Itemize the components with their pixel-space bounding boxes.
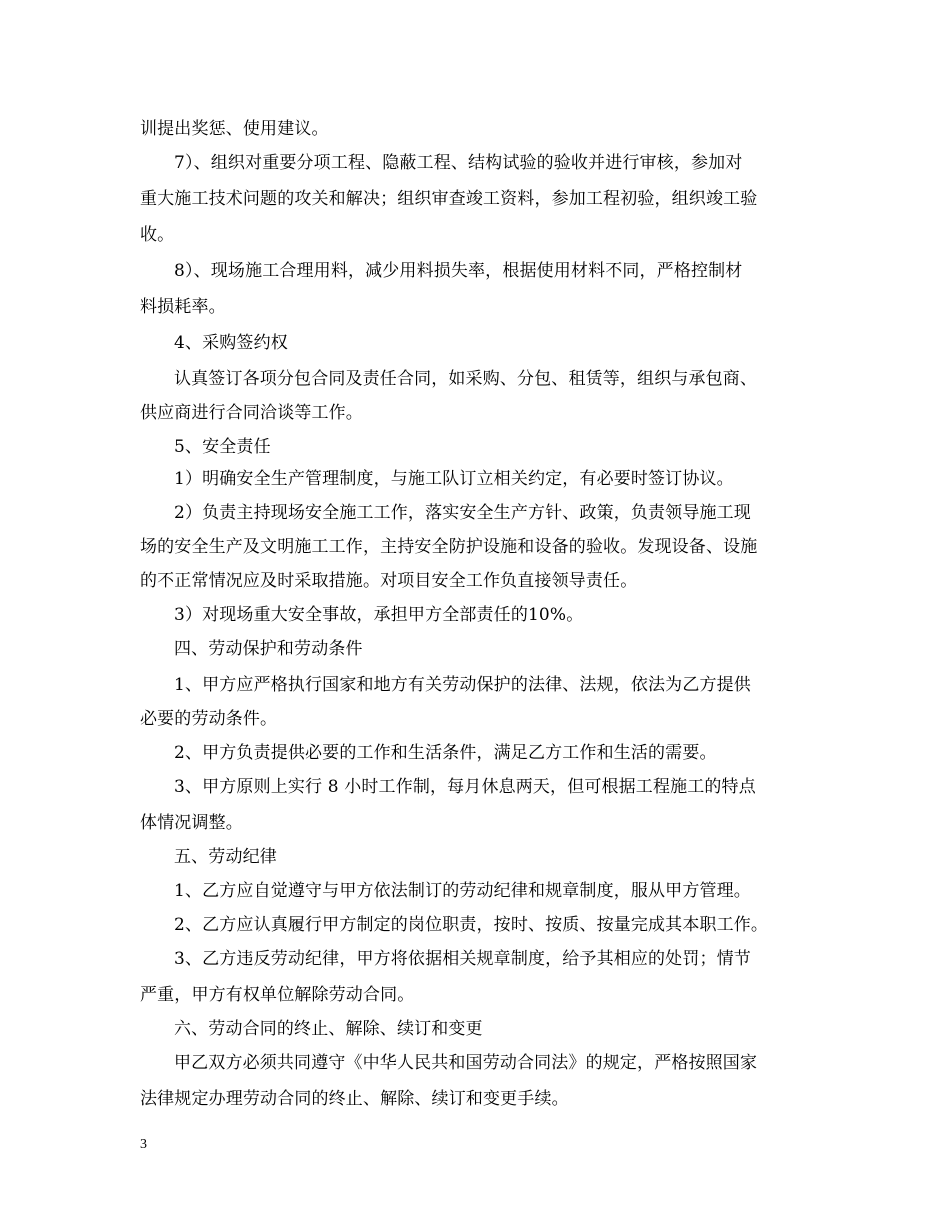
text-line: 供应商进行合同洽谈等工作。 <box>140 403 363 423</box>
text-line: 甲乙双方必须共同遵守《中华人民共和国劳动合同法》的规定，严格按照国家 <box>174 1053 758 1073</box>
section-heading: 5、安全责任 <box>174 437 271 457</box>
text-line: 2、乙方应认真履行甲方制定的岗位职责，按时、按质、按量完成其本职工作。 <box>174 915 769 935</box>
text-line: 认真签订各项分包合同及责任合同，如采购、分包、租赁等，组织与承包商、 <box>174 369 758 389</box>
text-line: 7）、组织对重要分项工程、隐蔽工程、结构试验的验收并进行审核，参加对 <box>174 153 743 173</box>
text-line: 场的安全生产及文明施工工作，主持安全防护设施和设备的验收。发现设备、设施 <box>140 537 758 557</box>
text-line: 1）明确安全生产管理制度，与施工队订立相关约定，有必要时签订协议。 <box>174 469 734 489</box>
text-line: 3、甲方原则上实行 8 小时工作制，每月休息两天，但可根据工程施工的特点 <box>174 777 756 797</box>
text-line: 法律规定办理劳动合同的终止、解除、续订和变更手续。 <box>140 1089 569 1109</box>
text-line: 2、甲方负责提供必要的工作和生活条件，满足乙方工作和生活的需要。 <box>174 743 717 763</box>
text-line: 8）、现场施工合理用料，减少用料损失率，根据使用材料不同，严格控制材 <box>174 261 743 281</box>
text-line: 料损耗率。 <box>140 297 226 317</box>
text-line: 收。 <box>140 225 175 245</box>
text-line: 体情况调整。 <box>140 813 243 833</box>
page-number: 3 <box>140 1137 147 1152</box>
text-line: 1、乙方应自觉遵守与甲方依法制订的劳动纪律和规章制度，服从甲方管理。 <box>174 881 751 901</box>
section-heading: 五、劳动纪律 <box>174 847 277 867</box>
section-heading: 四、劳动保护和劳动条件 <box>174 639 363 659</box>
text-line: 必要的劳动条件。 <box>140 709 278 729</box>
text-line: 3）对现场重大安全事故，承担甲方全部责任的10%。 <box>174 605 584 625</box>
text-line: 的不正常情况应及时采取措施。对项目安全工作负直接领导责任。 <box>140 571 638 591</box>
text-line: 严重，甲方有权单位解除劳动合同。 <box>140 985 415 1005</box>
text-line: 重大施工技术问题的攻关和解决；组织审查竣工资料，参加工程初验，组织竣工验 <box>140 189 758 209</box>
text-line: 1、甲方应严格执行国家和地方有关劳动保护的法律、法规，依法为乙方提供 <box>174 675 751 695</box>
text-line: 3、乙方违反劳动纪律，甲方将依据相关规章制度，给予其相应的处罚；情节 <box>174 949 751 969</box>
text-line: 2）负责主持现场安全施工工作，落实安全生产方针、政策，负责领导施工现 <box>174 503 751 523</box>
section-heading: 六、劳动合同的终止、解除、续订和变更 <box>174 1019 483 1039</box>
section-heading: 4、采购签约权 <box>174 333 288 353</box>
text-line: 训提出奖惩、使用建议。 <box>140 119 329 139</box>
